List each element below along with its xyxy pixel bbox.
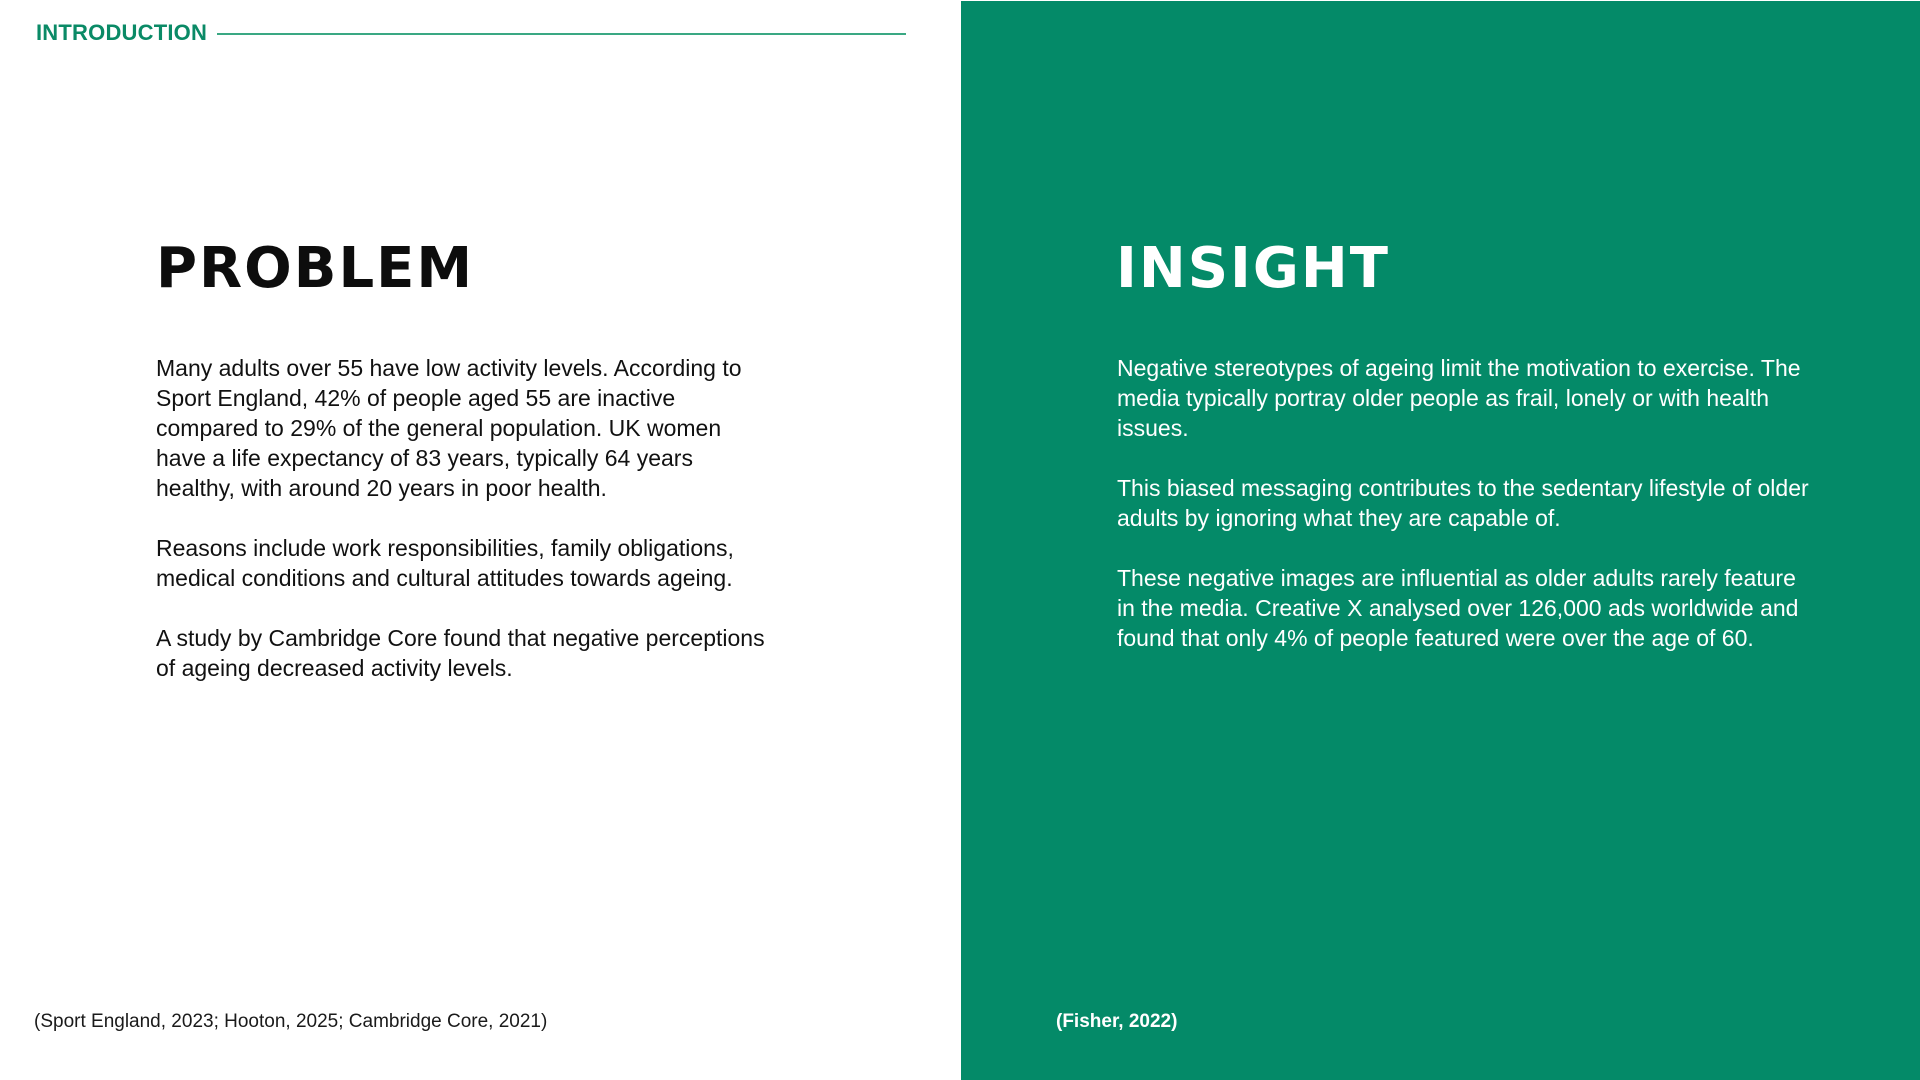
insight-paragraph: This biased messaging contributes to the sedentary lifestyle of older adults by ignoring what they are capable of. [1117,475,1809,531]
insight-title: INSIGHT [1116,236,1390,301]
insight-paragraph: These negative images are influential as older adults rarely feature in the media. Creative X analysed over 126,000 ads worldwide and found that only 4% of people featured were over the age of 60. [1117,565,1799,651]
insight-paragraph: Negative stereotypes of ageing limit the motivation to exercise. The media typically portray older people as frail, lonely or with health issues. [1117,355,1801,441]
section-label: INTRODUCTION [36,20,208,45]
problem-citation: (Sport England, 2023; Hooton, 2025; Cambridge Core, 2021) [34,1011,548,1032]
problem-body [156,353,776,713]
insight-body [1117,353,1817,683]
section-header [36,20,906,46]
problem-paragraph: Many adults over 55 have low activity levels. According to Sport England, 42% of people aged 55 are inactive compared to 29% of the general population. UK women have a life expectancy of 83 years, typically 64 years healthy, with around 20 years in poor health. [156,355,742,501]
problem-paragraph: A study by Cambridge Core found that negative perceptions of ageing decreased activity levels. [156,625,765,681]
problem-paragraph: Reasons include work responsibilities, family obligations, medical conditions and cultural attitudes towards ageing. [156,535,734,591]
problem-title: PROBLEM [156,236,475,301]
insight-citation: (Fisher, 2022) [1056,1011,1178,1032]
section-divider [217,33,906,35]
